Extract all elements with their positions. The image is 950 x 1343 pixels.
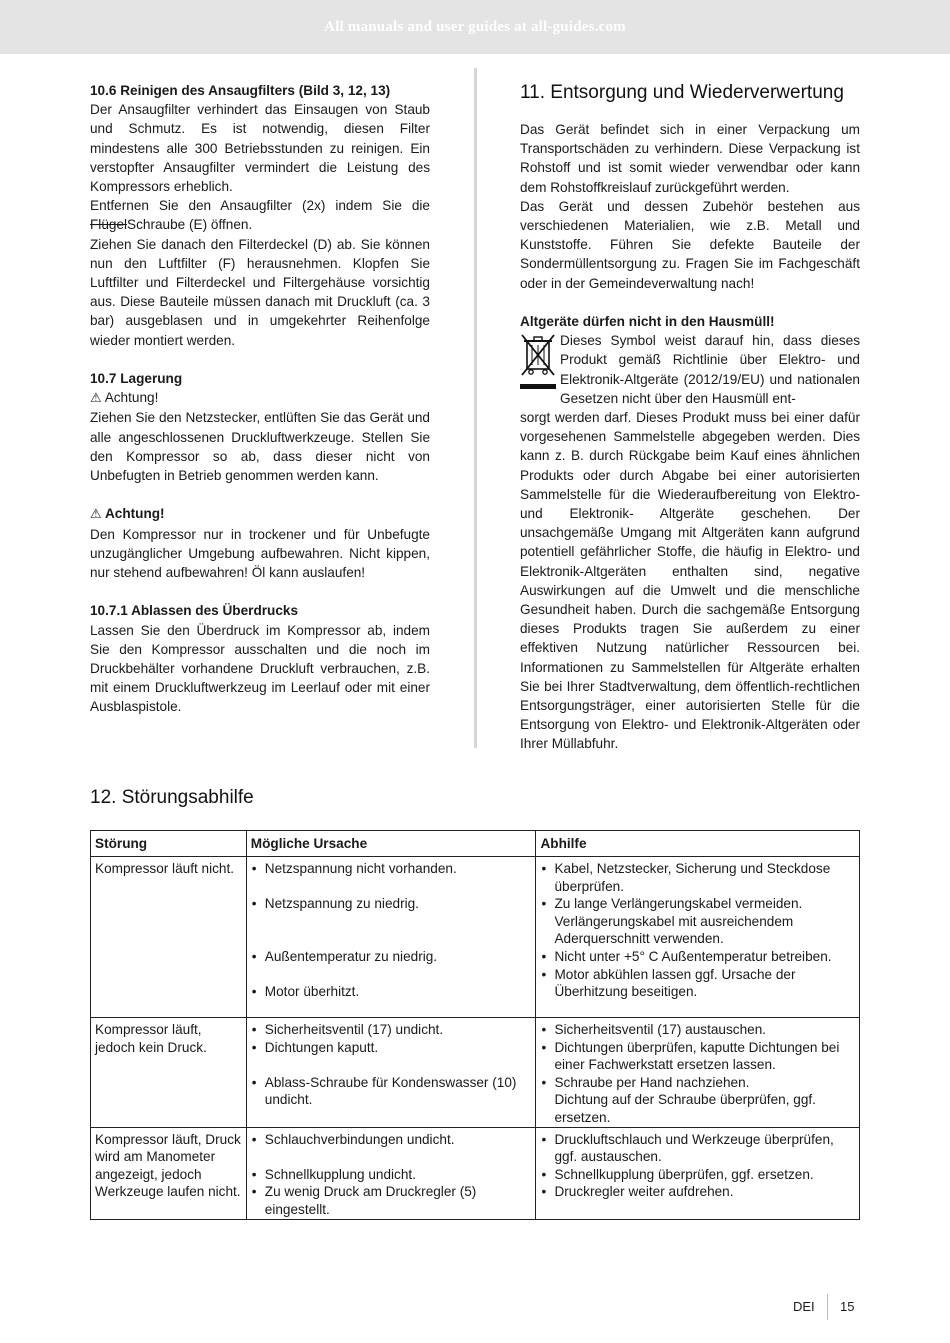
- cause-cell: [246, 857, 536, 1018]
- cause-item: • Sicherheitsventil (17) undicht.: [251, 1021, 532, 1039]
- table-row: [91, 1127, 860, 1219]
- section-10-7-1-title: 10.7.1 Ablassen des Überdrucks: [90, 603, 299, 619]
- remedy-line: Zu lange Verlängerungskabel vermeiden.: [554, 896, 803, 912]
- cause-cell: [246, 1127, 536, 1219]
- header-remedy: Abhilfe: [536, 831, 860, 857]
- section-12-title: 12. Störungsabhilfe: [90, 787, 254, 808]
- language-code: DEI: [793, 1299, 815, 1314]
- cause-item: • Schlauchverbindungen undicht.: [251, 1131, 532, 1149]
- right-column: [520, 81, 860, 754]
- site-banner: All manuals and user guides at all-guides.com: [0, 0, 950, 54]
- cause-item: • Zu wenig Druck am Druckregler (5) eingestellt.: [251, 1183, 532, 1218]
- remedy-cell: [536, 1018, 860, 1128]
- header-cause: Mögliche Ursache: [246, 831, 536, 857]
- fault-cell: Kompressor läuft nicht.: [91, 857, 247, 1018]
- weee-text-rest: sorgt werden darf. Dieses Produkt muss bei einer dafür vorgesehenen Sammelstelle abgegeben werden. Dies kann z. B. durch Rückgabe beim Kauf eines ähnlichen Produkts oder durch Abgabe bei einer autorisierten Sammelstelle für die Wiederaufbereitung von Elektro- und Elektronik- Altgeräte geschehen. Der unsachgemäße Umgang mit Altgeräten kann aufgrund potentiell gefährlicher Stoffe, die häufig in Elektro- und Elektronik-Altgeräten enthalten sind, negative Auswirkungen auf die Umwelt und die menschliche Gesundheit haben. Durch die sachgemäße Entsorgung dieses Produkts tragen Sie außerdem zu einer effektiven Nutzung natürlicher Ressourcen bei. Informationen zu Sammelstellen für Altgeräte erhalten Sie bei Ihrer Stadtverwaltung, dem öffentlich-rechtlichen Entsorgungsträger, einer autorisierten Stelle für die Entsorgung von Elektro- und Elektronik-Altgeräten oder Ihrer Müllabfuhr.: [520, 410, 860, 752]
- remedy-item: • Druckluftschlauch und Werkzeuge überprüfen, ggf. austauschen.: [540, 1131, 855, 1166]
- section-11-para-1: Das Gerät befindet sich in einer Verpackung um Transportschäden zu verhindern. Diese Verpackung ist Rohstoff und ist somit wieder verwendbar oder kann dem Rohstoffkreislauf zurückgeführt werden.: [520, 122, 860, 195]
- cause-item: • Motor überhitzt.: [251, 983, 532, 1001]
- cause-item: • Netzspannung nicht vorhanden.: [251, 860, 532, 878]
- remedy-item: • Druckregler weiter aufdrehen.: [540, 1183, 855, 1201]
- table-header-row: [91, 831, 860, 857]
- cause-item: • Dichtungen kaputt.: [251, 1039, 532, 1057]
- table-row: [91, 857, 860, 1018]
- remedy-line: Verlängerungskabel mit ausreichendem Aderquerschnitt verwenden.: [554, 913, 794, 947]
- remedy-line: Schraube per Hand nachziehen.: [554, 1074, 750, 1090]
- section-11-subtitle: Altgeräte dürfen nicht in den Hausmüll!: [520, 314, 775, 330]
- remedy-item: • Schnellkupplung überprüfen, ggf. ersetzen.: [540, 1166, 855, 1184]
- cause-item: • Außentemperatur zu niedrig.: [251, 948, 532, 966]
- section-10-6-para-3: Ziehen Sie danach den Filterdeckel (D) ab. Sie können nun den Luftfilter (F) herausnehmen. Klopfen Sie Luftfilter und Filterdeckel und Filtergehäuse vorsichtig aus. Diese Bauteile müssen danach mit Druckluft (ca. 3 bar) ausgeblasen und in umgekehrter Reihenfolge wieder montiert werden.: [90, 236, 430, 348]
- remedy-item: [540, 1074, 855, 1127]
- warning-triangle-icon: ⚠: [90, 391, 102, 407]
- strikethrough-word: Flügel: [90, 217, 128, 233]
- section-10-7-para-1: Ziehen Sie den Netzstecker, entlüften Sie das Gerät und alle angeschlossenen Druckluftwerkzeuge. Stellen Sie den Kompressor so ab, dass dieser nicht von Unbefugten in Betrieb genommen werden kann.: [90, 410, 430, 484]
- fault-cell: Kompressor läuft, jedoch kein Druck.: [91, 1018, 247, 1128]
- cause-item: • Netzspannung zu niedrig.: [251, 895, 532, 913]
- warning-label: Achtung!: [104, 390, 159, 406]
- section-10-6-title: 10.6 Reinigen des Ansaugfilters (Bild 3, 12, 13): [90, 83, 391, 98]
- left-column: [90, 81, 430, 717]
- remedy-cell: [536, 857, 860, 1018]
- weee-text-indented: Dieses Symbol weist darauf hin, dass dieses Produkt gemäß Richtlinie über Elektro- und Elektronik-Altgeräte (2012/19/EU) und nationalen Gesetzen nicht über den Hausmüll ent-: [560, 333, 860, 406]
- section-11-title: 11. Entsorgung und Wiederverwertung: [520, 82, 844, 103]
- page-number: 15: [840, 1299, 855, 1314]
- remedy-item: • Dichtungen überprüfen, kaputte Dichtungen bei einer Fachwerkstatt ersetzen lassen.: [540, 1039, 855, 1074]
- section-10-7-para-2: Den Kompressor nur in trockener und für Unbefugte unzugänglicher Umgebung aufbewahren. Nicht kippen, nur stehend aufbewahren! Öl kann auslaufen!: [90, 526, 430, 581]
- cause-cell: [246, 1018, 536, 1128]
- warning-label-2: Achtung!: [104, 506, 165, 522]
- weee-bin-icon: [520, 333, 556, 389]
- page-footer: [780, 1296, 870, 1318]
- weee-notice: [520, 331, 860, 408]
- section-10-6-para-2: [90, 196, 430, 234]
- cause-item: • Schnellkupplung undicht.: [251, 1166, 532, 1184]
- cause-item: • Ablass-Schraube für Kondenswasser (10) undicht.: [251, 1074, 532, 1109]
- remedy-item: • Motor abkühlen lassen ggf. Ursache der Überhitzung beseitigen.: [540, 966, 855, 1001]
- remedy-item: • Nicht unter +5° C Außentemperatur betreiben.: [540, 948, 855, 966]
- section-10-7-warning: [90, 388, 430, 408]
- remedy-line: Dichtung auf der Schraube überprüfen, ggf. ersetzen.: [554, 1092, 816, 1125]
- troubleshooting-table: [90, 830, 860, 1220]
- column-divider: [474, 68, 477, 748]
- footer-separator: [827, 1294, 828, 1320]
- remedy-cell: [536, 1127, 860, 1219]
- para-2-text-a: Entfernen Sie den Ansaugfilter (2x) indem Sie die: [90, 198, 430, 214]
- remedy-item: • Sicherheitsventil (17) austauschen.: [540, 1021, 855, 1039]
- section-10-6-para-1: Der Ansaugfilter verhindert das Einsaugen von Staub und Schmutz. Es ist notwendig, diesen Filter mindestens alle 300 Betriebsstunden zu reinigen. Ein verstopfter Ansaugfilter vermindert die Leistung des Kompressors erheblich.: [90, 102, 430, 195]
- table-row: [91, 1018, 860, 1128]
- remedy-item: • Kabel, Netzstecker, Sicherung und Steckdose überprüfen.: [540, 860, 855, 895]
- section-10-7-warning-2: [90, 504, 430, 524]
- fault-cell: Kompressor läuft, Druck wird am Manometer angezeigt, jedoch Werkzeuge laufen nicht.: [91, 1127, 247, 1219]
- section-10-7-title: 10.7 Lagerung: [90, 371, 183, 387]
- section-11-para-2: Das Gerät und dessen Zubehör bestehen aus verschiedenen Materialien, wie z.B. Metall und Kunststoffe. Führen Sie defekte Bauteile der Sondermüllentsorgung zu. Fragen Sie im Fachgeschäft oder in der Gemeindeverwaltung nach!: [520, 198, 860, 291]
- warning-triangle-icon: ⚠: [90, 507, 102, 523]
- section-10-7-1-para-1: Lassen Sie den Überdruck im Kompressor ab, indem Sie den Kompressor ausschalten und die noch im Druckbehälter vorhandene Druckluft verbrauchen, z.B. mit einem Druckluftwerkzeug im Leerlauf oder mit einer Ausblaspistole.: [90, 622, 430, 715]
- para-2-text-b: Schraube (E) öffnen.: [127, 217, 253, 233]
- header-fault: Störung: [91, 831, 247, 857]
- remedy-item: [540, 895, 855, 948]
